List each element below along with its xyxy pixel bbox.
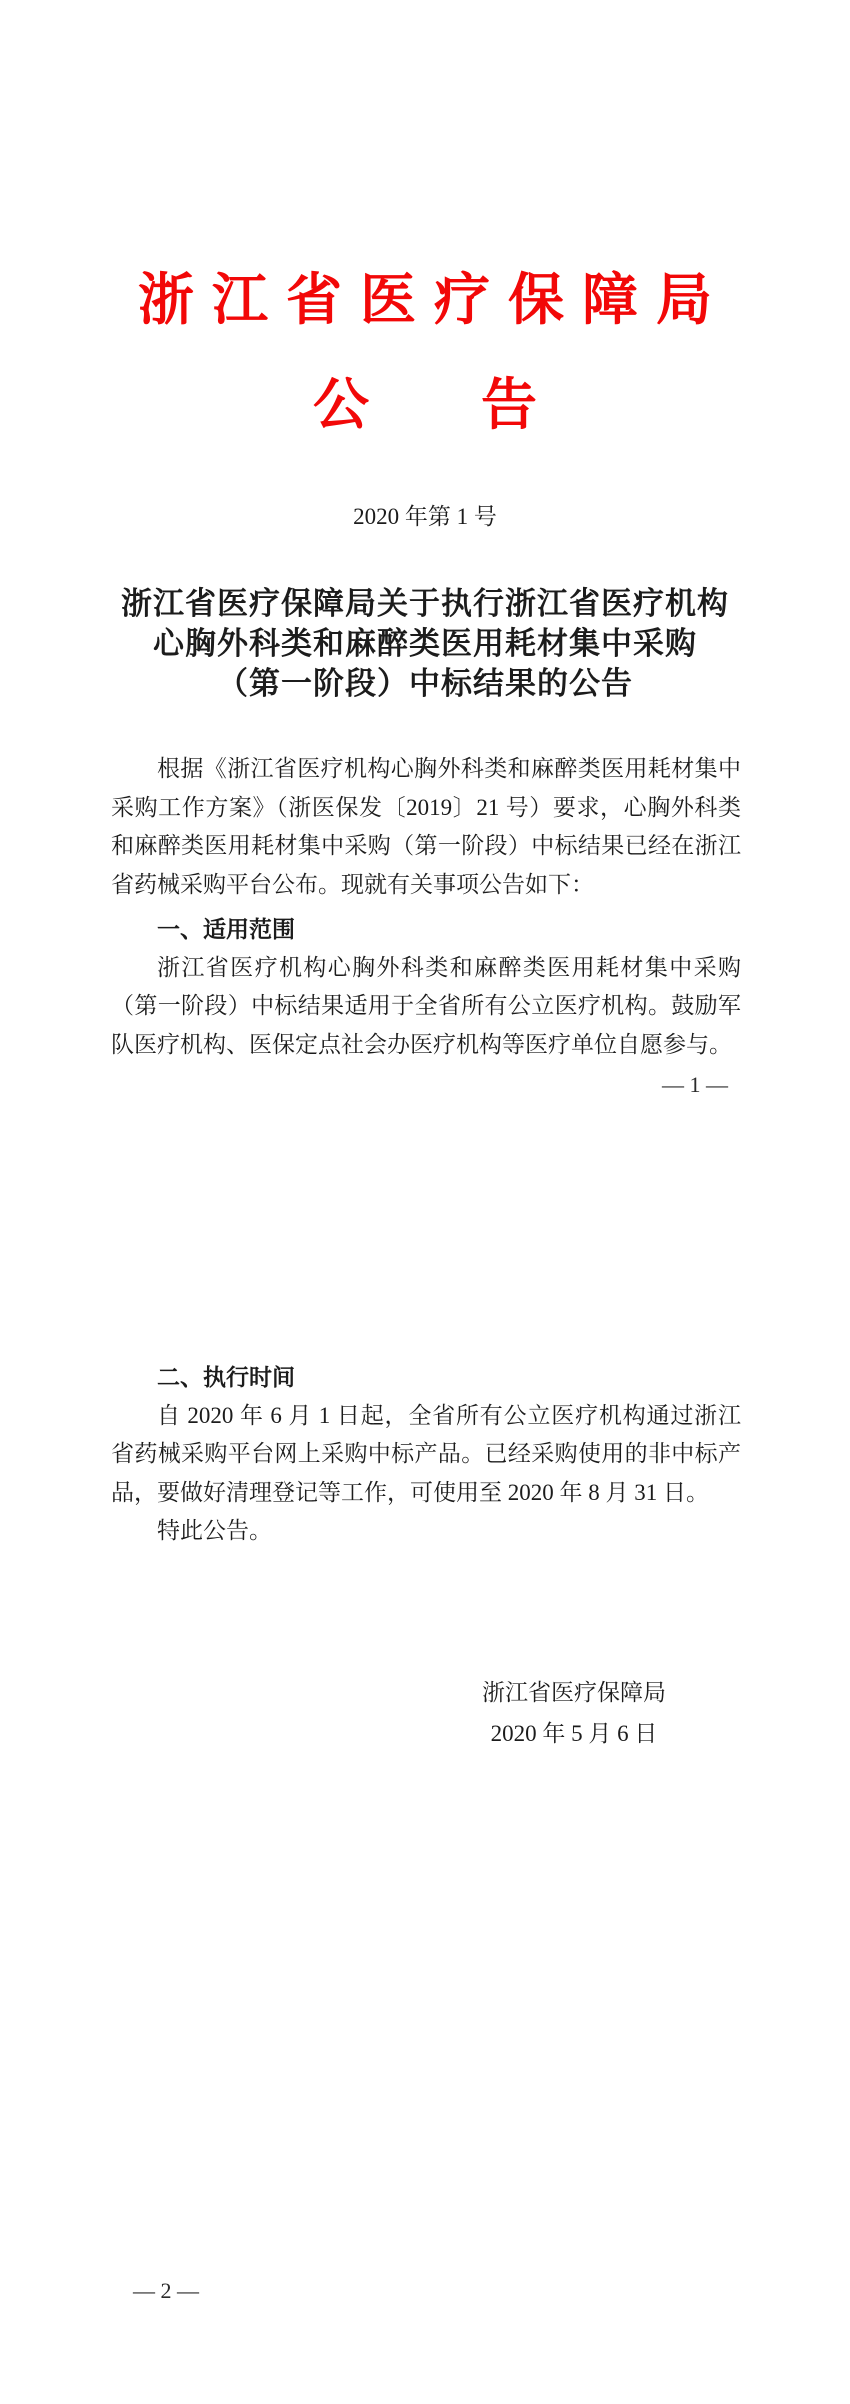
document-number: 2020 年第 1 号 [353, 504, 497, 529]
section2-paragraph: 自 2020 年 6 月 1 日起，全省所有公立医疗机构通过浙江省药械采购平台网上采购中标产品。已经采购使用的非中标产品，要做好清理登记等工作，可使用至 2020 年 8 月 31 日。 [111, 1402, 741, 1505]
section1-paragraph: 浙江省医疗机构心胸外科类和麻醉类医用耗材集中采购（第一阶段）中标结果适用于全省所有公立医疗机构。鼓励军队医疗机构、医保定点社会办医疗机构等医疗单位自愿参与。 [111, 954, 741, 1057]
page2-body [111, 1358, 741, 1551]
closing-paragraph: 特此公告。 [157, 1518, 272, 1543]
signature-block [479, 1672, 669, 1754]
intro-paragraph: 根据《浙江省医疗机构心胸外科类和麻醉类医用耗材集中采购工作方案》（浙医保发〔2019〕21 号）要求，心胸外科类和麻醉类医用耗材集中采购（第一阶段）中标结果已经在浙江省药械采购平台公布。现就有关事项公告如下： [111, 756, 741, 897]
document-title [0, 584, 850, 704]
masthead-agency-title: 浙江省医疗保障局 [138, 270, 730, 332]
page1-number: — 1 — [662, 1072, 728, 1097]
document-title-line: 心胸外科类和麻醉类医用耗材集中采购 [153, 626, 697, 661]
page1-body [111, 750, 741, 1064]
masthead-notice-title: 公 告 [313, 375, 537, 437]
signature-date: 2020 年 5 月 6 日 [490, 1721, 658, 1746]
document-title-line: 浙江省医疗保障局关于执行浙江省医疗机构 [121, 586, 729, 621]
section2-heading: 二、执行时间 [157, 1364, 295, 1390]
page2-number: — 2 — [133, 2278, 199, 2303]
signature-name: 浙江省医疗保障局 [482, 1680, 666, 1705]
document-title-line: （第一阶段）中标结果的公告 [217, 666, 633, 701]
section1-heading: 一、适用范围 [157, 916, 295, 942]
